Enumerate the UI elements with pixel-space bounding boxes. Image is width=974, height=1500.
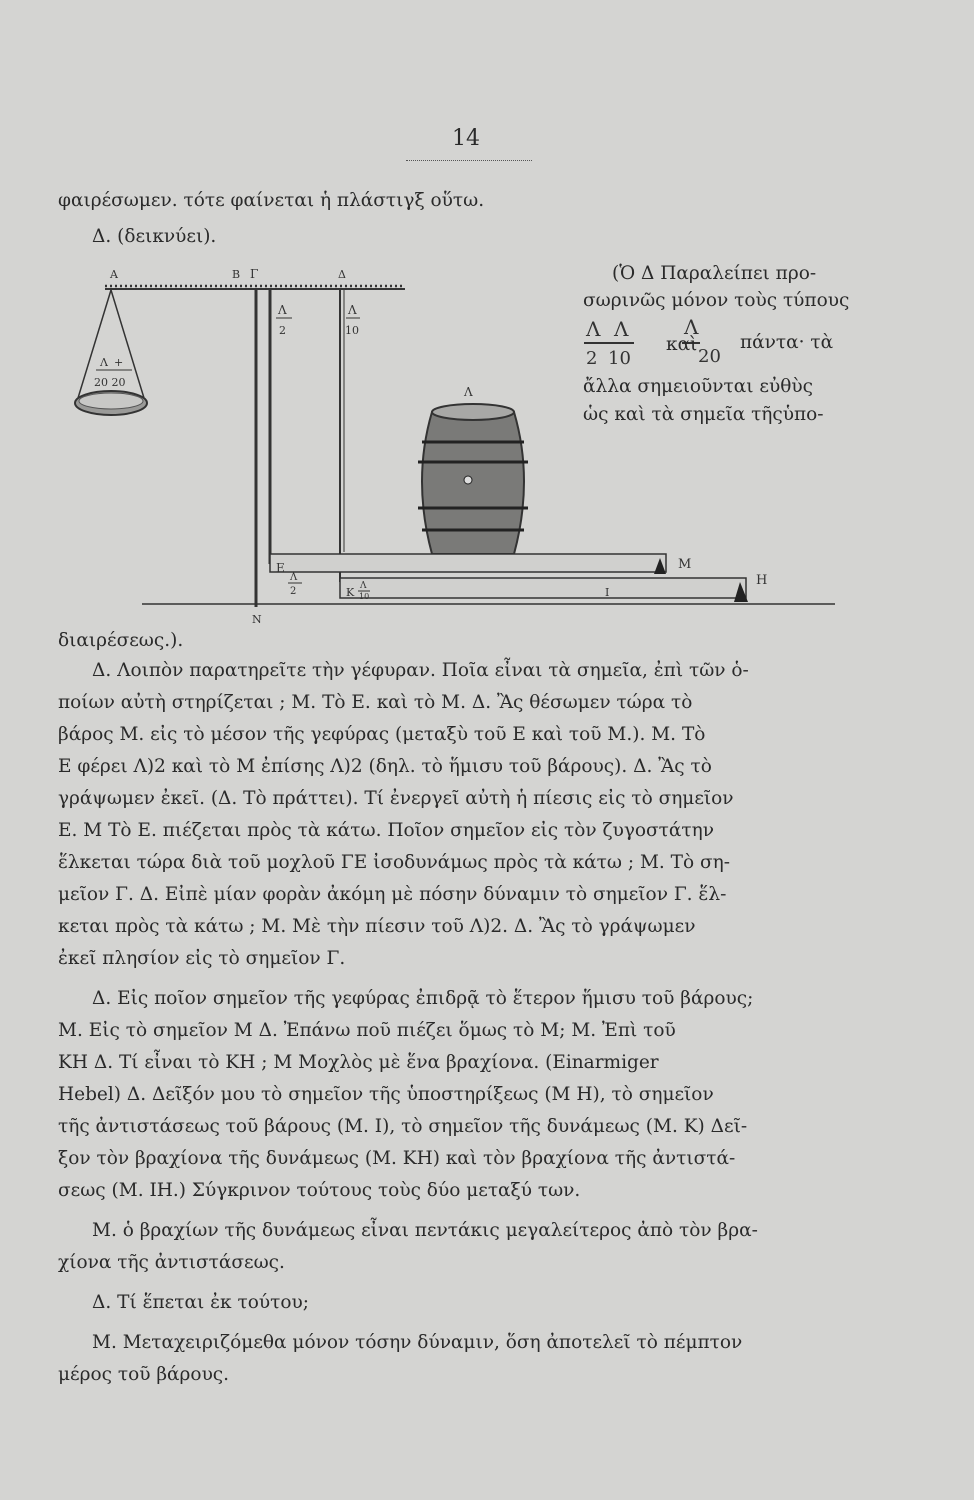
header-rule bbox=[406, 160, 532, 161]
body-line-18: σεως (Μ. ΙΗ.) Σύγκρινον τούτους τοὺς δύο μεταξύ των. bbox=[58, 1180, 581, 1201]
pan-plus: + bbox=[114, 356, 124, 369]
body-line-10: κεται πρὸς τὰ κάτω ; Μ. Μὲ τὴν πίεσιν τοῦ Λ)2. Δ. Ἂς τὸ γράψωμεν bbox=[58, 916, 696, 937]
label-k: K bbox=[346, 586, 355, 599]
body-line-15: Hebel) Δ. Δεῖξόν μου τὸ σημεῖον τῆς ὑποστηρίξεως (Μ Η), τὸ σημεῖον bbox=[58, 1084, 714, 1105]
body-line-16: τῆς ἀντιστάσεως τοῦ βάρους (Μ. Ι), τὸ σημεῖον τῆς δυνάμεως (Μ. Κ) Δεῖ- bbox=[58, 1116, 748, 1137]
balance-figure bbox=[60, 262, 840, 632]
body-line-21: Δ. Τί ἕπεται ἐκ τούτου; bbox=[92, 1292, 309, 1313]
label-l: Λ bbox=[464, 385, 473, 399]
rod-fraction-num-2: Λ bbox=[348, 303, 357, 317]
body-line-5: Ε φέρει Λ)2 καὶ τὸ Μ ἐπίσης Λ)2 (δηλ. τὸ ἥμισυ τοῦ βάρους). Δ. Ἂς τὸ bbox=[58, 756, 712, 777]
body-line-23: μέρος τοῦ βάρους. bbox=[58, 1364, 230, 1385]
body-line-14: ΚΗ Δ. Τί εἶναι τὸ ΚΗ ; Μ Μοχλὸς μὲ ἕνα βραχίονα. (Einarmiger bbox=[58, 1052, 659, 1073]
page-number: 14 bbox=[452, 126, 480, 151]
rod-tenth: 10 bbox=[345, 324, 359, 337]
body-line-19: Μ. ὁ βραχίων τῆς δυνάμεως εἶναι πεντάκις μεγαλείτερος ἀπὸ τὸν βρα- bbox=[92, 1220, 758, 1241]
fraction-numerator-1: Λ bbox=[586, 317, 601, 341]
body-line-20: χίονα τῆς ἀντιστάσεως. bbox=[58, 1252, 285, 1273]
e-half: 2 bbox=[290, 586, 297, 597]
fraction-numerator-3: Λ bbox=[684, 316, 699, 339]
body-line-9: μεῖον Γ. Δ. Εἰπὲ μίαν φορὰν ἀκόμη μὲ πόσην δύναμιν τὸ σημεῖον Γ. ἕλ- bbox=[58, 884, 727, 905]
body-line-4: βάρος Μ. εἰς τὸ μέσον τῆς γεφύρας (μεταξὺ τοῦ Ε καὶ τοῦ Μ.). Μ. Τὸ bbox=[58, 724, 706, 745]
label-d: Δ bbox=[338, 268, 346, 281]
rod-half: 2 bbox=[279, 324, 286, 337]
fraction-denominator-20: 20 bbox=[698, 346, 721, 367]
fraction-denominator-2: 2 bbox=[586, 348, 598, 369]
label-h: H bbox=[756, 573, 768, 588]
body-line-17: ξον τὸν βραχίονα τῆς δυνάμεως (Μ. ΚΗ) καὶ τὸν βραχίονα τῆς ἀντιστά- bbox=[58, 1148, 736, 1169]
rod-fraction-num-1: Λ bbox=[278, 303, 287, 317]
k-tenth: 10 bbox=[359, 592, 370, 601]
side-note-line-5: ὡς καὶ τὰ σημεῖα τῆςὑπο- bbox=[583, 404, 824, 425]
side-note-line-2: σωρινῶς μόνον τοὺς τύπους bbox=[583, 290, 850, 311]
body-line-3: ποίων αὐτὴ στηρίζεται ; Μ. Τὸ Ε. καὶ τὸ Μ. Δ. Ἂς θέσωμεν τώρα τὸ bbox=[58, 692, 693, 713]
label-m: M bbox=[678, 557, 692, 572]
e-fraction-num: Λ bbox=[290, 572, 298, 583]
body-line-22: Μ. Μεταχειριζόμεθα μόνον τόσην δύναμιν, ὅση ἀποτελεῖ τὸ πέμπτον bbox=[92, 1332, 743, 1353]
body-line-2: Δ. Λοιπὸν παρατηρεῖτε τὴν γέφυραν. Ποῖα εἶναι τὰ σημεῖα, ἐπὶ τῶν ὁ- bbox=[92, 660, 749, 681]
body-line-7: Ε. Μ Τὸ Ε. πιέζεται πρὸς τὰ κάτω. Ποῖον σημεῖον εἰς τὸν ζυγοστάτην bbox=[58, 820, 714, 841]
label-i: I bbox=[605, 586, 610, 599]
side-note-line-4: ἄλλα σημειοῦνται εὐθὺς bbox=[583, 376, 813, 397]
pan-label: 20 20 bbox=[94, 376, 126, 389]
intro-line-2: Δ. (δεικνύει). bbox=[92, 226, 217, 247]
side-note-line-1: (Ὁ Δ Παραλείπει προ- bbox=[612, 263, 817, 284]
fraction-numerator-2: Λ bbox=[614, 317, 629, 341]
k-fraction-num: Λ bbox=[360, 581, 367, 591]
label-n: N bbox=[252, 613, 262, 626]
fraction-denominator-10: 10 bbox=[608, 348, 631, 369]
body-line-11: ἐκεῖ πλησίον εἰς τὸ σημεῖον Γ. bbox=[58, 948, 346, 969]
body-line-12: Δ. Εἰς ποῖον σημεῖον τῆς γεφύρας ἐπιδρᾷ τὸ ἕτερον ἥμισυ τοῦ βάρους; bbox=[92, 988, 754, 1009]
label-b: B bbox=[232, 268, 241, 281]
body-line-1: διαιρέσεως.). bbox=[58, 630, 184, 651]
pan-fraction-num: Λ bbox=[100, 356, 108, 369]
label-a: A bbox=[110, 268, 118, 281]
side-note-line-3: πάντα· τὰ bbox=[740, 332, 834, 353]
body-line-13: Μ. Εἰς τὸ σημεῖον Μ Δ. Ἐπάνω ποῦ πιέζει ὅμως τὸ Μ; Μ. Ἐπὶ τοῦ bbox=[58, 1020, 676, 1041]
label-e: E bbox=[276, 561, 285, 575]
intro-line-1: φαιρέσωμεν. τότε φαίνεται ἡ πλάστιγξ οὕτω. bbox=[58, 190, 485, 211]
body-line-6: γράψωμεν ἐκεῖ. (Δ. Τὸ πράττει). Τί ἐνεργεῖ αὐτὴ ἡ πίεσις εἰς τὸ σημεῖον bbox=[58, 788, 734, 809]
label-g: Γ bbox=[250, 267, 259, 281]
side-note-kai: καὶ bbox=[666, 334, 698, 355]
body-line-8: ἕλκεται τώρα διὰ τοῦ μοχλοῦ ΓΕ ἰσοδυνάμως πρὸς τὰ κάτω ; Μ. Τὸ ση- bbox=[58, 852, 730, 873]
